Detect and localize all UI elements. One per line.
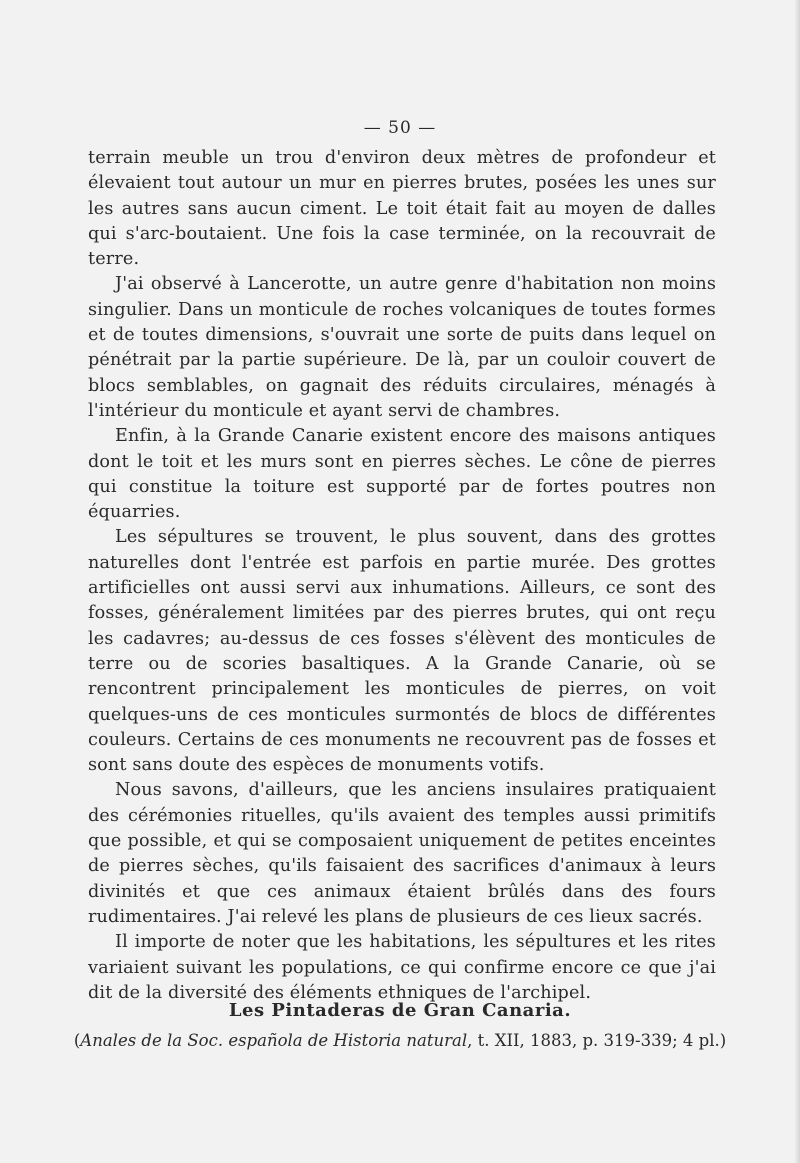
paragraph-3: Enfin, à la Grande Canarie existent encore des maisons antiques dont le toit et les murs sont en pierres sèches. Le cône de pierres qui constitue la toiture est supporté par de fortes poutres non équarries.: [88, 426, 716, 523]
body-text: [88, 146, 716, 1006]
citation-open: (: [73, 1031, 81, 1050]
page-edge-shadow: [794, 0, 800, 1163]
page-number: — 50 —: [363, 118, 437, 138]
paragraph-5: Nous savons, d'ailleurs, que les anciens insulaires pratiquaient des cérémonies rituelles, qu'ils avaient des temples aussi primitifs que possible, et qui se composaient uniquement de petites enceintes de pierres sèches, qu'ils faisaient des sacrifices d'animaux à leurs divinités et que ces animaux étaient brûlés dans des fours rudimentaires. J'ai relevé les plans de plusieurs de ces lieux sacrés.: [88, 780, 716, 927]
paragraph-2: J'ai observé à Lancerotte, un autre genre d'habitation non moins singulier. Dans un monticule de roches volcaniques de toutes formes et de toutes dimensions, s'ouvrait une sorte de puits dans lequel on pénétrait par la partie supérieure. De là, par un couloir couvert de blocs semblables, on gagnait des réduits circulaires, ménagés à l'intérieur du monticule et ayant servi de chambres.: [88, 274, 716, 421]
citation-details: , t. XII, 1883, p. 319-339; 4 pl.): [467, 1031, 727, 1050]
paragraph-4: Les sépultures se trouvent, le plus souvent, dans des grottes naturelles dont l'entrée est parfois en partie murée. Des grottes artificielles ont aussi servi aux inhumations. Ailleurs, ce sont des fosses, généralement limitées par des pierres brutes, qui ont reçu les cadavres; au-dessus de ces fosses s'élèvent des monticules de terre ou de scories basaltiques. A la Grande Canarie, où se rencontrent principalement les monticules de pierres, on voit quelques-uns de ces monticules surmontés de blocs de différentes couleurs. Certains de ces monuments ne recouvrent pas de fosses et sont sans doute des espèces de monuments votifs.: [88, 527, 716, 776]
paragraph-1: terrain meuble un trou d'environ deux mètres de profondeur et élevaient tout autour un mur en pierres brutes, posées les unes sur les autres sans aucun ciment. Le toit était fait au moyen de dalles qui s'arc-boutaient. Une fois la case terminée, on la recouvrait de terre.: [88, 148, 716, 270]
citation: [0, 1031, 800, 1050]
citation-journal: Anales de la Soc. española de Historia natural: [80, 1031, 468, 1050]
paragraph-6: Il importe de noter que les habitations, les sépultures et les rites variaient suivant les populations, ce qui confirme encore ce que j'ai dit de la diversité des éléments ethniques de l'archipel.: [88, 932, 716, 1003]
section-title: Les Pintaderas de Gran Canaria.: [228, 1000, 572, 1021]
